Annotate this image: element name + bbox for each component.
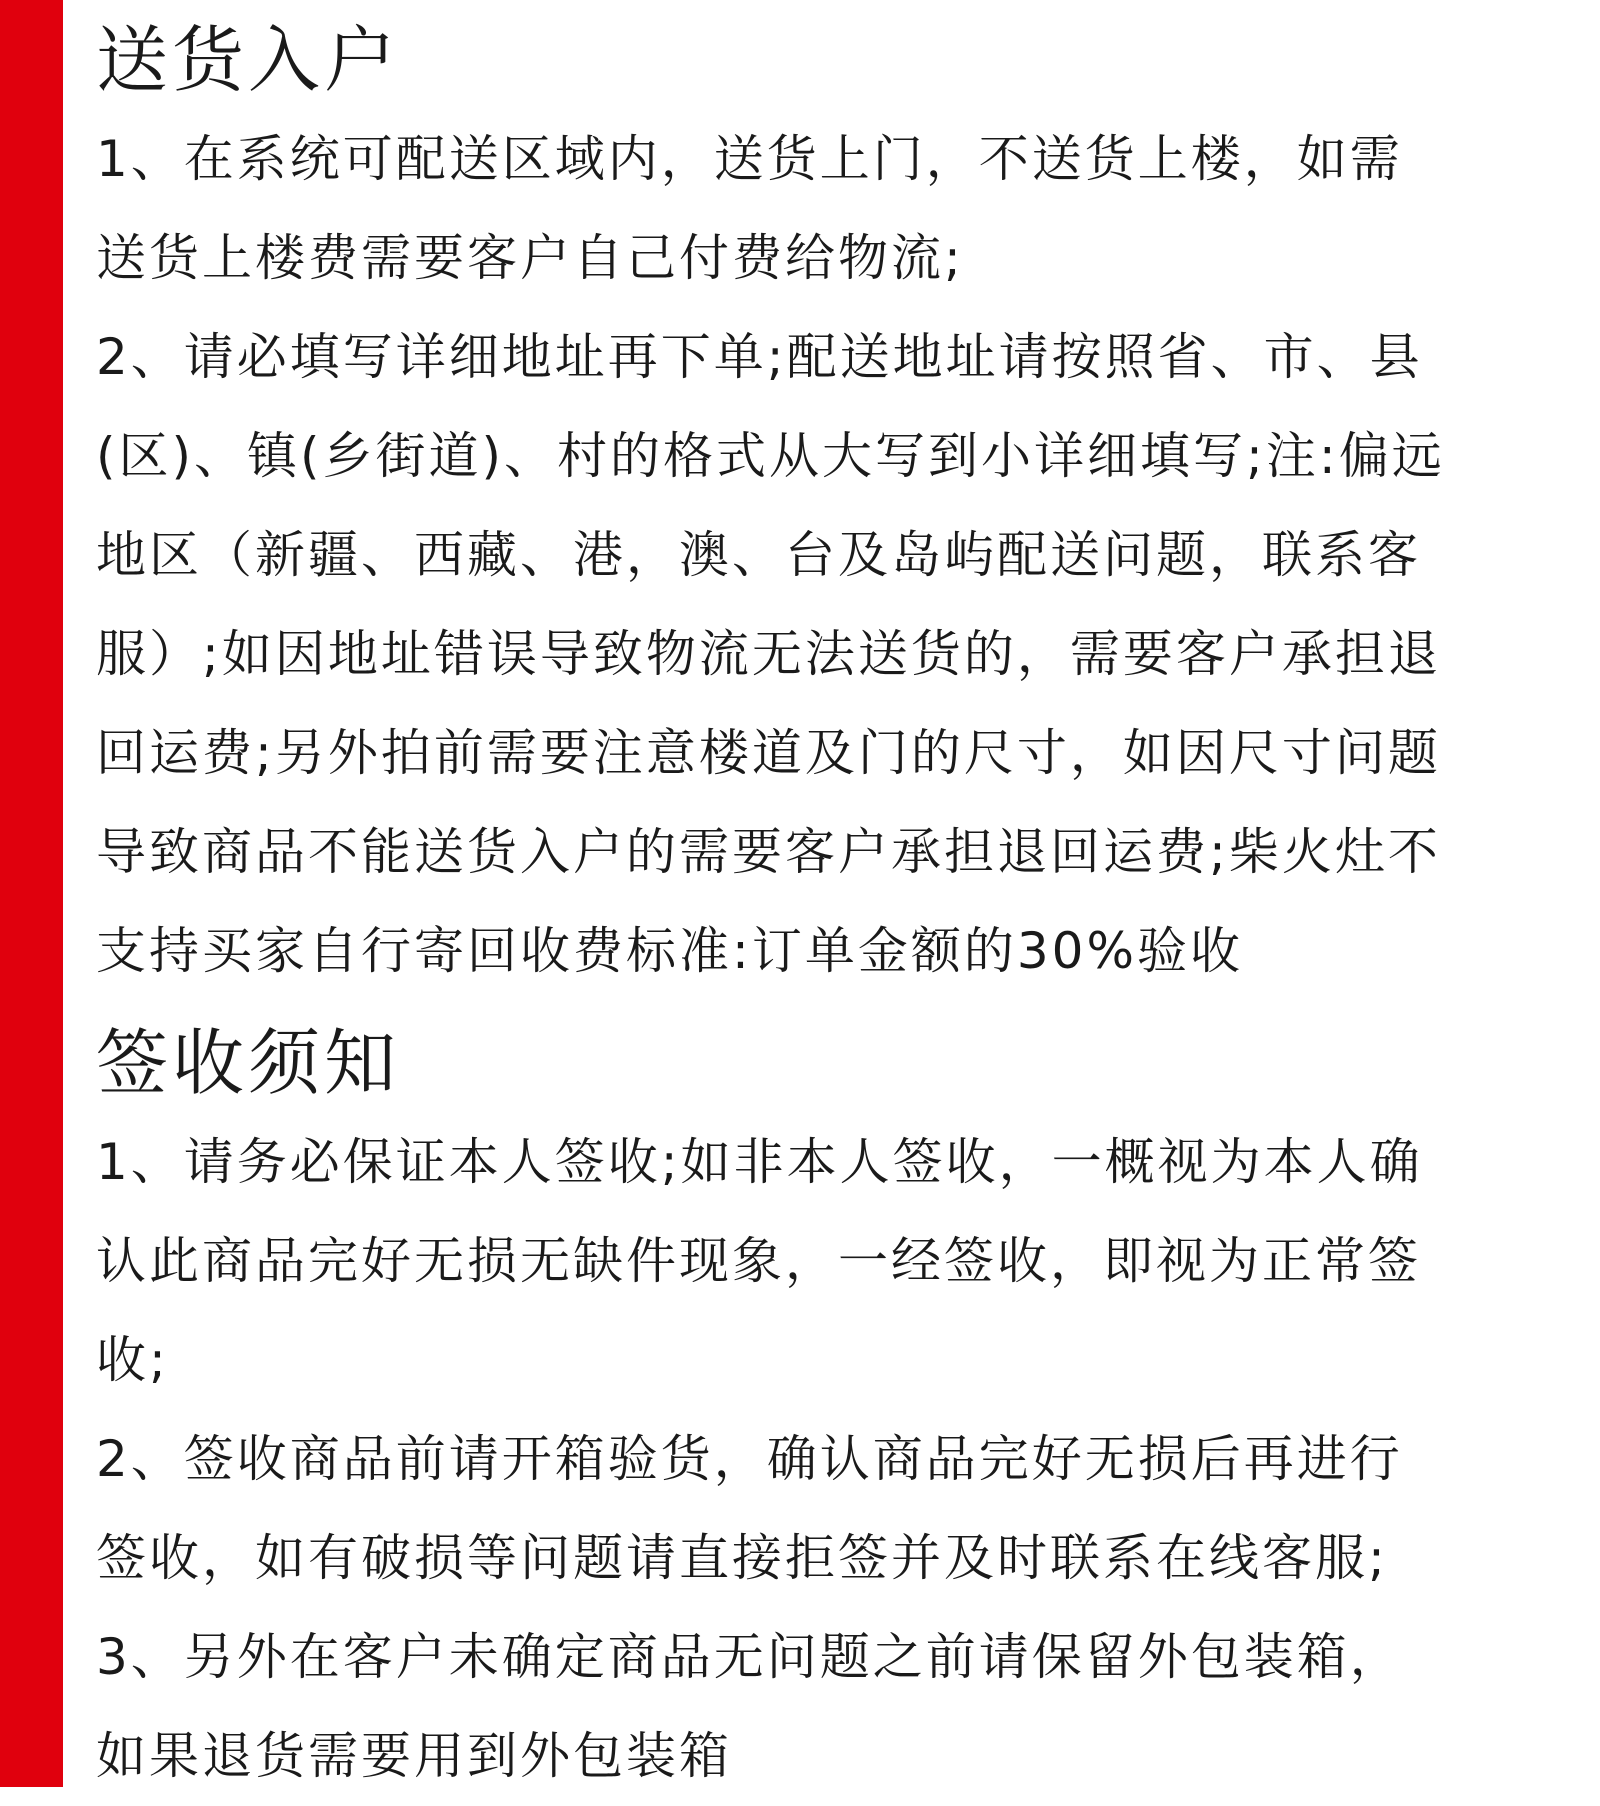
- delivery-line: 导致商品不能送货入户的需要客户承担退回运费;柴火灶不: [96, 823, 1441, 881]
- signing-line: 收;: [96, 1331, 169, 1389]
- notice-content: [96, 10, 1566, 1806]
- signing-line: 如果退货需要用到外包装箱: [96, 1727, 732, 1785]
- signing-rules: [96, 1113, 1566, 1806]
- signing-line: 签收，如有破损等问题请直接拒签并及时联系在线客服;: [96, 1529, 1388, 1587]
- delivery-line: 支持买家自行寄回收费标准:订单金额的30%验收: [96, 922, 1243, 980]
- signing-line: 3、另外在客户未确定商品无问题之前请保留外包装箱，: [96, 1628, 1403, 1686]
- delivery-line: 送货上楼费需要客户自己付费给物流;: [96, 229, 964, 287]
- delivery-line: 地区（新疆、西藏、港，澳、台及岛屿配送问题，联系客: [96, 526, 1421, 584]
- delivery-line: (区)、镇(乡街道)、村的格式从大写到小详细填写;注:偏远: [96, 427, 1445, 485]
- delivery-line: 服）;如因地址错误导致物流无法送货的，需要客户承担退: [96, 625, 1441, 683]
- delivery-line: 2、请必填写详细地址再下单;配送地址请按照省、市、县: [96, 328, 1423, 386]
- signing-line: 认此商品完好无损无缺件现象，一经签收，即视为正常签: [96, 1232, 1421, 1290]
- section-title-delivery: 送货入户: [96, 18, 401, 102]
- delivery-line: 回运费;另外拍前需要注意楼道及门的尺寸，如因尺寸问题: [96, 724, 1441, 782]
- signing-line: 2、签收商品前请开箱验货，确认商品完好无损后再进行: [96, 1430, 1403, 1488]
- signing-line: 1、请务必保证本人签收;如非本人签收，一概视为本人确: [96, 1133, 1423, 1191]
- delivery-rules: [96, 110, 1566, 1001]
- section-title-signing: 签收须知: [96, 1021, 401, 1105]
- left-accent-bar: [0, 0, 63, 1787]
- delivery-line: 1、在系统可配送区域内，送货上门，不送货上楼，如需: [96, 130, 1403, 188]
